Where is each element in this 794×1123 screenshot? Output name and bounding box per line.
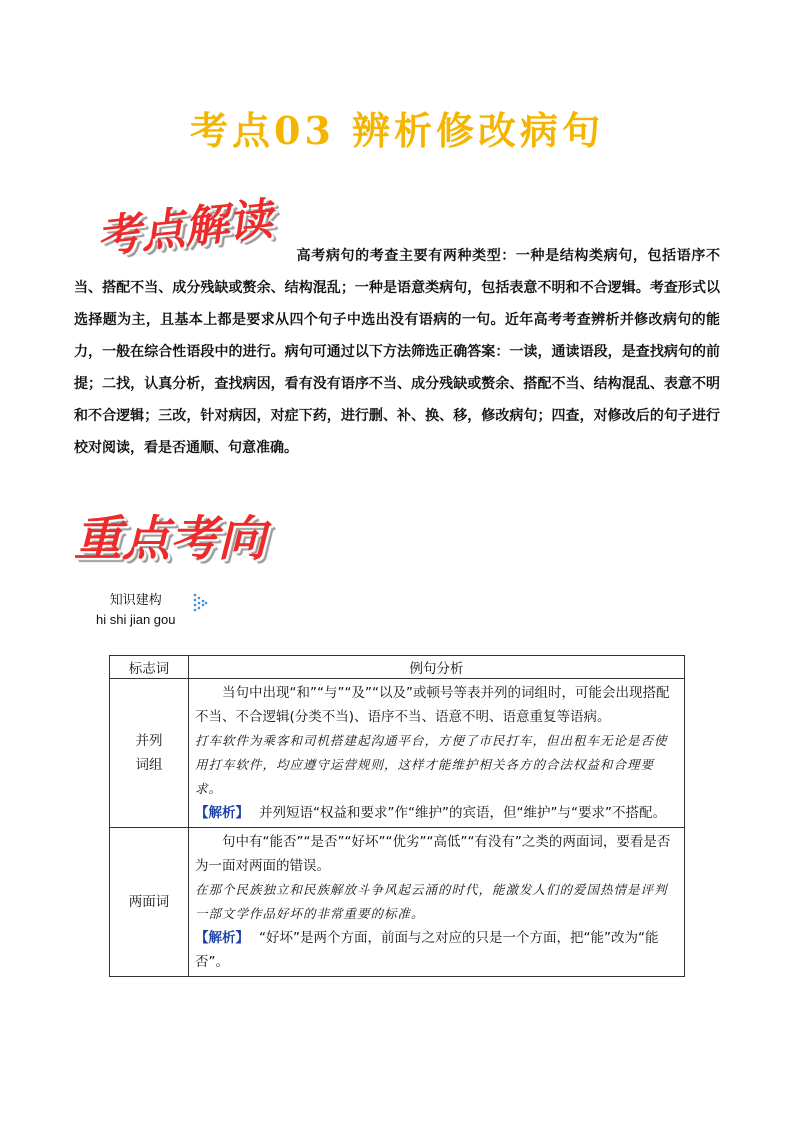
- row-analysis: [195, 801, 678, 825]
- analysis-text: “好坏”是两个方面，前面与之对应的只是一个方面，把“能”改为“能否”。: [195, 930, 659, 970]
- analysis-text: 并列短语“权益和要求”作“维护”的宾语，但“维护”与“要求”不搭配。: [259, 805, 666, 821]
- row-tag-line: 词组: [135, 757, 163, 773]
- intro-paragraph: [74, 240, 720, 464]
- section-banner-interpretation: 考点解读: [94, 193, 275, 264]
- knowledge-pinyin: hi shi jian gou: [96, 612, 176, 627]
- row-content: [189, 679, 685, 828]
- intro-text: 高考病句的考查主要有两种类型：一种是结构类病句，包括语序不当、搭配不当、成分残缺或赘余、结构混乱；一种是语意类病句，包括表意不明和不合逻辑。考查形式以选择题为主，且基本上都是要求从四个句子中选出没有语病的一句。近年高考考查辨析并修改病句的能力，一般在综合性语段中的进行。病句可通过以下方法筛选正确答案：一读，通读语段，是查找病句的前提；二找，认真分析，查找病因，看有没有语序不当、成分残缺或赘余、搭配不当、结构混乱、表意不明和不合逻辑；三改，针对病因，对症下药，进行删、补、换、移，修改病句；四查，对修改后的句子进行校对阅读，看是否通顺、句意准确。: [74, 248, 720, 456]
- row-example: 在那个民族独立和民族解放斗争风起云涌的时代，能激发人们的爱国热情是评判一部文学作品好坏的非常重要的标准。: [195, 882, 668, 921]
- section-banner-focus: 重点考向: [74, 511, 267, 567]
- analysis-table: [109, 655, 685, 977]
- analysis-label: 【解析】: [195, 805, 249, 821]
- row-content: [189, 828, 685, 977]
- row-analysis: [195, 926, 678, 974]
- row-tag: [110, 828, 189, 977]
- knowledge-label: [96, 590, 176, 630]
- table-row: [110, 828, 685, 977]
- header-tag: 标志词: [110, 656, 189, 679]
- page-title: 考点03 辨析修改病句: [189, 108, 605, 153]
- row-example: 打车软件为乘客和司机搭建起沟通平台，方便了市民打车，但出租车无论是否使用打车软件，均应遵守运营规则，这样才能维护相关各方的合法权益和合理要求。: [195, 733, 668, 796]
- header-analysis: 例句分析: [189, 656, 685, 679]
- table-header-row: [110, 656, 685, 679]
- row-tag-line: 并列: [135, 733, 163, 749]
- knowledge-label-text: 知识建构: [109, 592, 162, 607]
- dotted-arrow-icon: [192, 592, 208, 616]
- row-desc: 句中有“能否”“是否”“好坏”“优劣”“高低”“有没有”之类的两面词，要看是否为一面对两面的错误。: [195, 834, 671, 874]
- row-tag: [110, 679, 189, 828]
- row-desc: 当句中出现“和”“与”“及”“以及”或顿号等表并列的词组时，可能会出现搭配不当、不合逻辑(分类不当)、语序不当、语意不明、语意重复等语病。: [195, 685, 670, 725]
- row-tag-line: 两面词: [128, 894, 170, 910]
- analysis-label: 【解析】: [195, 930, 249, 946]
- table-row: [110, 679, 685, 828]
